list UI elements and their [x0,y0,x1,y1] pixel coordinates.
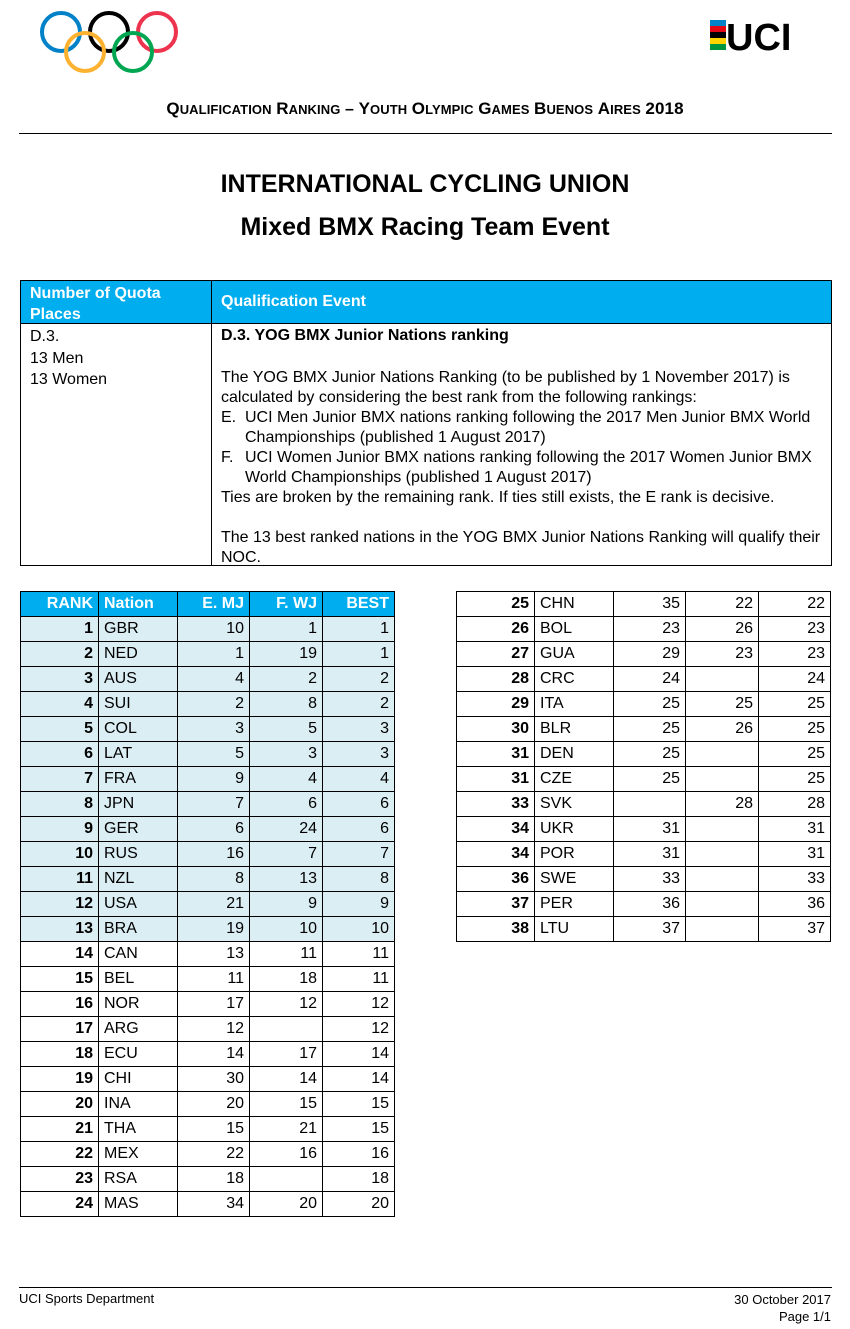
table-row [21,1142,395,1167]
e-mj-cell: 1 [178,642,250,667]
nation-cell: BLR [535,717,614,742]
table-row [457,592,831,617]
item-label: E. [221,409,237,426]
table-row [21,867,395,892]
rank-cell: 25 [457,592,535,617]
e-mj-cell: 7 [178,792,250,817]
nation-cell: JPN [99,792,178,817]
e-mj-cell: 21 [178,892,250,917]
f-wj-cell [686,842,759,867]
rank-cell: 37 [457,892,535,917]
e-mj-cell: 15 [178,1117,250,1142]
rank-cell: 38 [457,917,535,942]
rank-cell: 14 [21,942,99,967]
table-row [457,917,831,942]
e-mj-cell: 5 [178,742,250,767]
f-wj-cell: 4 [250,767,323,792]
table-row [457,867,831,892]
e-mj-cell [614,792,686,817]
f-wj-cell: 11 [250,942,323,967]
table-row [21,792,395,817]
nation-cell: INA [99,1092,178,1117]
rank-cell: 34 [457,817,535,842]
nation-cell: CAN [99,942,178,967]
item-text: UCI Women Junior BMX nations ranking following the 2017 Women Junior BMX World Championships (published 1 August 2017) [245,449,812,486]
best-cell: 4 [323,767,395,792]
table-row [21,817,395,842]
table-row [21,842,395,867]
nation-cell: BOL [535,617,614,642]
best-cell: 25 [759,692,831,717]
quota-places-cell [30,326,107,391]
best-cell: 24 [759,667,831,692]
best-header: BEST [323,592,395,617]
quota-places-header: Number of Quota Places [30,285,161,323]
nation-cell: ARG [99,1017,178,1042]
e-mj-cell: 17 [178,992,250,1017]
f-wj-cell: 14 [250,1067,323,1092]
nation-cell: PER [535,892,614,917]
f-wj-cell [686,742,759,767]
nation-cell: SVK [535,792,614,817]
rank-cell: 33 [457,792,535,817]
rank-cell: 1 [21,617,99,642]
best-cell: 6 [323,792,395,817]
table-row [21,692,395,717]
footer-page: Page 1/1 [778,1309,831,1324]
nation-cell: RUS [99,842,178,867]
quota-line: D.3. [30,328,60,345]
qualification-intro: The YOG BMX Junior Nations Ranking (to be published by 1 November 2017) is calculated by considering the best rank from the following rankings: [221,369,790,406]
e-mj-cell: 20 [178,1092,250,1117]
rank-cell: 5 [21,717,99,742]
f-wj-cell [686,892,759,917]
rank-cell: 26 [457,617,535,642]
best-cell: 11 [323,967,395,992]
f-wj-cell: 19 [250,642,323,667]
nation-cell: COL [99,717,178,742]
rank-cell: 7 [21,767,99,792]
best-cell: 1 [323,617,395,642]
e-mj-cell: 25 [614,767,686,792]
table-row [21,1067,395,1092]
f-wj-cell: 7 [250,842,323,867]
footer-divider [19,1287,832,1288]
nation-cell: LAT [99,742,178,767]
quota-table [20,280,832,566]
best-cell: 18 [323,1167,395,1192]
rank-header: RANK [21,592,99,617]
table-row [21,967,395,992]
rank-cell: 6 [21,742,99,767]
f-wj-cell: 16 [250,1142,323,1167]
e-mj-cell: 2 [178,692,250,717]
f-wj-cell: 25 [686,692,759,717]
rank-cell: 9 [21,817,99,842]
rank-cell: 21 [21,1117,99,1142]
f-wj-cell [250,1167,323,1192]
qualification-heading: D.3. YOG BMX Junior Nations ranking [221,327,509,344]
nation-cell: CHI [99,1067,178,1092]
rank-cell: 27 [457,642,535,667]
rank-cell: 23 [21,1167,99,1192]
nation-cell: USA [99,892,178,917]
e-mj-cell: 18 [178,1167,250,1192]
ranking-item-f [221,448,821,488]
best-cell: 25 [759,767,831,792]
rank-cell: 28 [457,667,535,692]
rank-cell: 20 [21,1092,99,1117]
table-row [21,942,395,967]
ranking-header-row [21,592,395,617]
e-mj-cell: 25 [614,692,686,717]
e-mj-cell: 23 [614,617,686,642]
e-mj-cell: 11 [178,967,250,992]
ranking-table-left [20,591,395,1217]
table-row [21,717,395,742]
nation-cell: MEX [99,1142,178,1167]
item-text: UCI Men Junior BMX nations ranking following the 2017 Men Junior BMX World Championships (published 1 August 2017) [245,409,811,446]
e-mj-cell: 12 [178,1017,250,1042]
table-row [21,1017,395,1042]
rank-cell: 2 [21,642,99,667]
e-mj-cell: 24 [614,667,686,692]
e-mj-cell: 4 [178,667,250,692]
nation-cell: ITA [535,692,614,717]
nation-cell: CRC [535,667,614,692]
f-wj-cell: 6 [250,792,323,817]
best-cell: 36 [759,892,831,917]
best-cell: 8 [323,867,395,892]
f-wj-cell: 24 [250,817,323,842]
f-wj-cell: 26 [686,717,759,742]
table-row [21,992,395,1017]
best-cell: 10 [323,917,395,942]
f-wj-cell: 2 [250,667,323,692]
rank-cell: 30 [457,717,535,742]
rank-cell: 34 [457,842,535,867]
nation-cell: LTU [535,917,614,942]
f-wj-cell: 3 [250,742,323,767]
table-row [457,617,831,642]
f-wj-cell: 15 [250,1092,323,1117]
best-cell: 23 [759,642,831,667]
table-row [21,742,395,767]
footer-date: 30 October 2017 [734,1292,831,1307]
f-wj-cell: 13 [250,867,323,892]
table-row [21,1167,395,1192]
rank-cell: 3 [21,667,99,692]
table-row [21,767,395,792]
table-row [457,667,831,692]
nation-cell: SUI [99,692,178,717]
e-mj-cell: 31 [614,817,686,842]
best-cell: 14 [323,1042,395,1067]
e-mj-cell: 31 [614,842,686,867]
e-mj-cell: 13 [178,942,250,967]
f-wj-cell: 17 [250,1042,323,1067]
f-wj-cell: 20 [250,1192,323,1217]
table-row [457,817,831,842]
nation-cell: AUS [99,667,178,692]
f-wj-cell: 1 [250,617,323,642]
running-title: QUALIFICATION RANKING – YOUTH OLYMPIC GAMES BUENOS AIRES 2018 [166,99,684,118]
quota-line: 13 Men [30,349,84,367]
e-mj-cell: 9 [178,767,250,792]
rank-cell: 4 [21,692,99,717]
e-mj-cell: 25 [614,742,686,767]
table-row [457,717,831,742]
best-cell: 20 [323,1192,395,1217]
e-mj-cell: 16 [178,842,250,867]
best-cell: 37 [759,917,831,942]
nation-cell: FRA [99,767,178,792]
organization-title: INTERNATIONAL CYCLING UNION [220,170,630,198]
f-wj-cell: 21 [250,1117,323,1142]
best-cell: 1 [323,642,395,667]
nation-cell: POR [535,842,614,867]
event-title: Mixed BMX Racing Team Event [240,213,610,241]
table-row [457,892,831,917]
f-wj-cell: 23 [686,642,759,667]
nation-cell: UKR [535,817,614,842]
best-cell: 31 [759,842,831,867]
ties-rule: Ties are broken by the remaining rank. If ties still exists, the E rank is decisive. [221,489,775,506]
e-mj-cell: 19 [178,917,250,942]
best-cell: 14 [323,1067,395,1092]
rank-cell: 29 [457,692,535,717]
e-mj-cell: 22 [178,1142,250,1167]
best-cell: 2 [323,667,395,692]
e-mj-cell: 3 [178,717,250,742]
quota-column-divider [211,281,212,565]
rank-cell: 18 [21,1042,99,1067]
table-row [21,1092,395,1117]
f-wj-cell: 10 [250,917,323,942]
rank-cell: 13 [21,917,99,942]
quota-line: 13 Women [30,371,108,388]
best-cell: 2 [323,692,395,717]
qualification-conclusion: The 13 best ranked nations in the YOG BMX Junior Nations Ranking will qualify their NOC. [221,529,821,566]
qualification-event-header: Qualification Event [221,293,366,310]
nation-cell: GER [99,817,178,842]
nation-cell: NZL [99,867,178,892]
footer-department: UCI Sports Department [19,1291,155,1306]
best-cell: 3 [323,742,395,767]
table-row [21,667,395,692]
rank-cell: 17 [21,1017,99,1042]
nation-cell: DEN [535,742,614,767]
rank-cell: 8 [21,792,99,817]
rank-cell: 31 [457,742,535,767]
f-wj-cell: 5 [250,717,323,742]
table-row [21,642,395,667]
footer-meta [734,1291,831,1325]
table-row [21,617,395,642]
best-cell: 9 [323,892,395,917]
nation-cell: BRA [99,917,178,942]
rank-cell: 16 [21,992,99,1017]
table-row [457,842,831,867]
rank-cell: 36 [457,867,535,892]
nation-cell: SWE [535,867,614,892]
nation-cell: CZE [535,767,614,792]
best-cell: 16 [323,1142,395,1167]
f-wj-cell: 9 [250,892,323,917]
nation-cell: THA [99,1117,178,1142]
f-wj-cell: 22 [686,592,759,617]
best-cell: 6 [323,817,395,842]
e-mj-cell: 33 [614,867,686,892]
best-cell: 3 [323,717,395,742]
rank-cell: 19 [21,1067,99,1092]
rank-cell: 31 [457,767,535,792]
best-cell: 22 [759,592,831,617]
e-mj-cell: 30 [178,1067,250,1092]
rank-cell: 12 [21,892,99,917]
f-wj-cell: 18 [250,967,323,992]
item-label: F. [221,449,234,466]
nation-cell: GUA [535,642,614,667]
table-row [21,1042,395,1067]
best-cell: 12 [323,1017,395,1042]
rank-cell: 24 [21,1192,99,1217]
best-cell: 25 [759,742,831,767]
rank-cell: 15 [21,967,99,992]
table-row [457,692,831,717]
f-wj-cell: 12 [250,992,323,1017]
nation-cell: MAS [99,1192,178,1217]
f-wj-cell: 26 [686,617,759,642]
table-row [457,742,831,767]
table-row [21,1192,395,1217]
table-row [21,892,395,917]
quota-table-header [21,281,831,324]
f-wj-cell [686,667,759,692]
rank-cell: 22 [21,1142,99,1167]
nation-cell: RSA [99,1167,178,1192]
best-cell: 25 [759,717,831,742]
f-wj-cell [686,917,759,942]
e-mj-cell: 34 [178,1192,250,1217]
best-cell: 33 [759,867,831,892]
nation-cell: CHN [535,592,614,617]
best-cell: 15 [323,1092,395,1117]
f-wj-cell [686,867,759,892]
e-mj-cell: 8 [178,867,250,892]
f-wj-cell [686,767,759,792]
table-row [457,792,831,817]
e-mj-cell: 36 [614,892,686,917]
header-divider [19,133,832,134]
e-mj-cell: 6 [178,817,250,842]
table-row [457,767,831,792]
nation-cell: NOR [99,992,178,1017]
qualification-event-cell [221,326,821,568]
ranking-table-right [456,591,831,942]
e-mj-cell: 35 [614,592,686,617]
table-row [21,917,395,942]
best-cell: 11 [323,942,395,967]
best-cell: 28 [759,792,831,817]
f-wj-header: F. WJ [250,592,323,617]
olympic-rings-logo [38,8,183,78]
nation-cell: GBR [99,617,178,642]
best-cell: 15 [323,1117,395,1142]
nation-cell: BEL [99,967,178,992]
rank-cell: 10 [21,842,99,867]
f-wj-cell: 8 [250,692,323,717]
uci-logo [708,16,816,54]
e-mj-cell: 37 [614,917,686,942]
best-cell: 31 [759,817,831,842]
best-cell: 12 [323,992,395,1017]
best-cell: 7 [323,842,395,867]
table-row [21,1117,395,1142]
f-wj-cell [686,817,759,842]
f-wj-cell [250,1017,323,1042]
e-mj-header: E. MJ [178,592,250,617]
nation-cell: NED [99,642,178,667]
e-mj-cell: 14 [178,1042,250,1067]
ranking-item-e [221,408,821,448]
e-mj-cell: 29 [614,642,686,667]
best-cell: 23 [759,617,831,642]
rank-cell: 11 [21,867,99,892]
uci-logo-text: UCI [726,17,792,54]
f-wj-cell: 28 [686,792,759,817]
nation-cell: ECU [99,1042,178,1067]
table-row [457,642,831,667]
e-mj-cell: 25 [614,717,686,742]
e-mj-cell: 10 [178,617,250,642]
nation-header: Nation [99,592,178,617]
